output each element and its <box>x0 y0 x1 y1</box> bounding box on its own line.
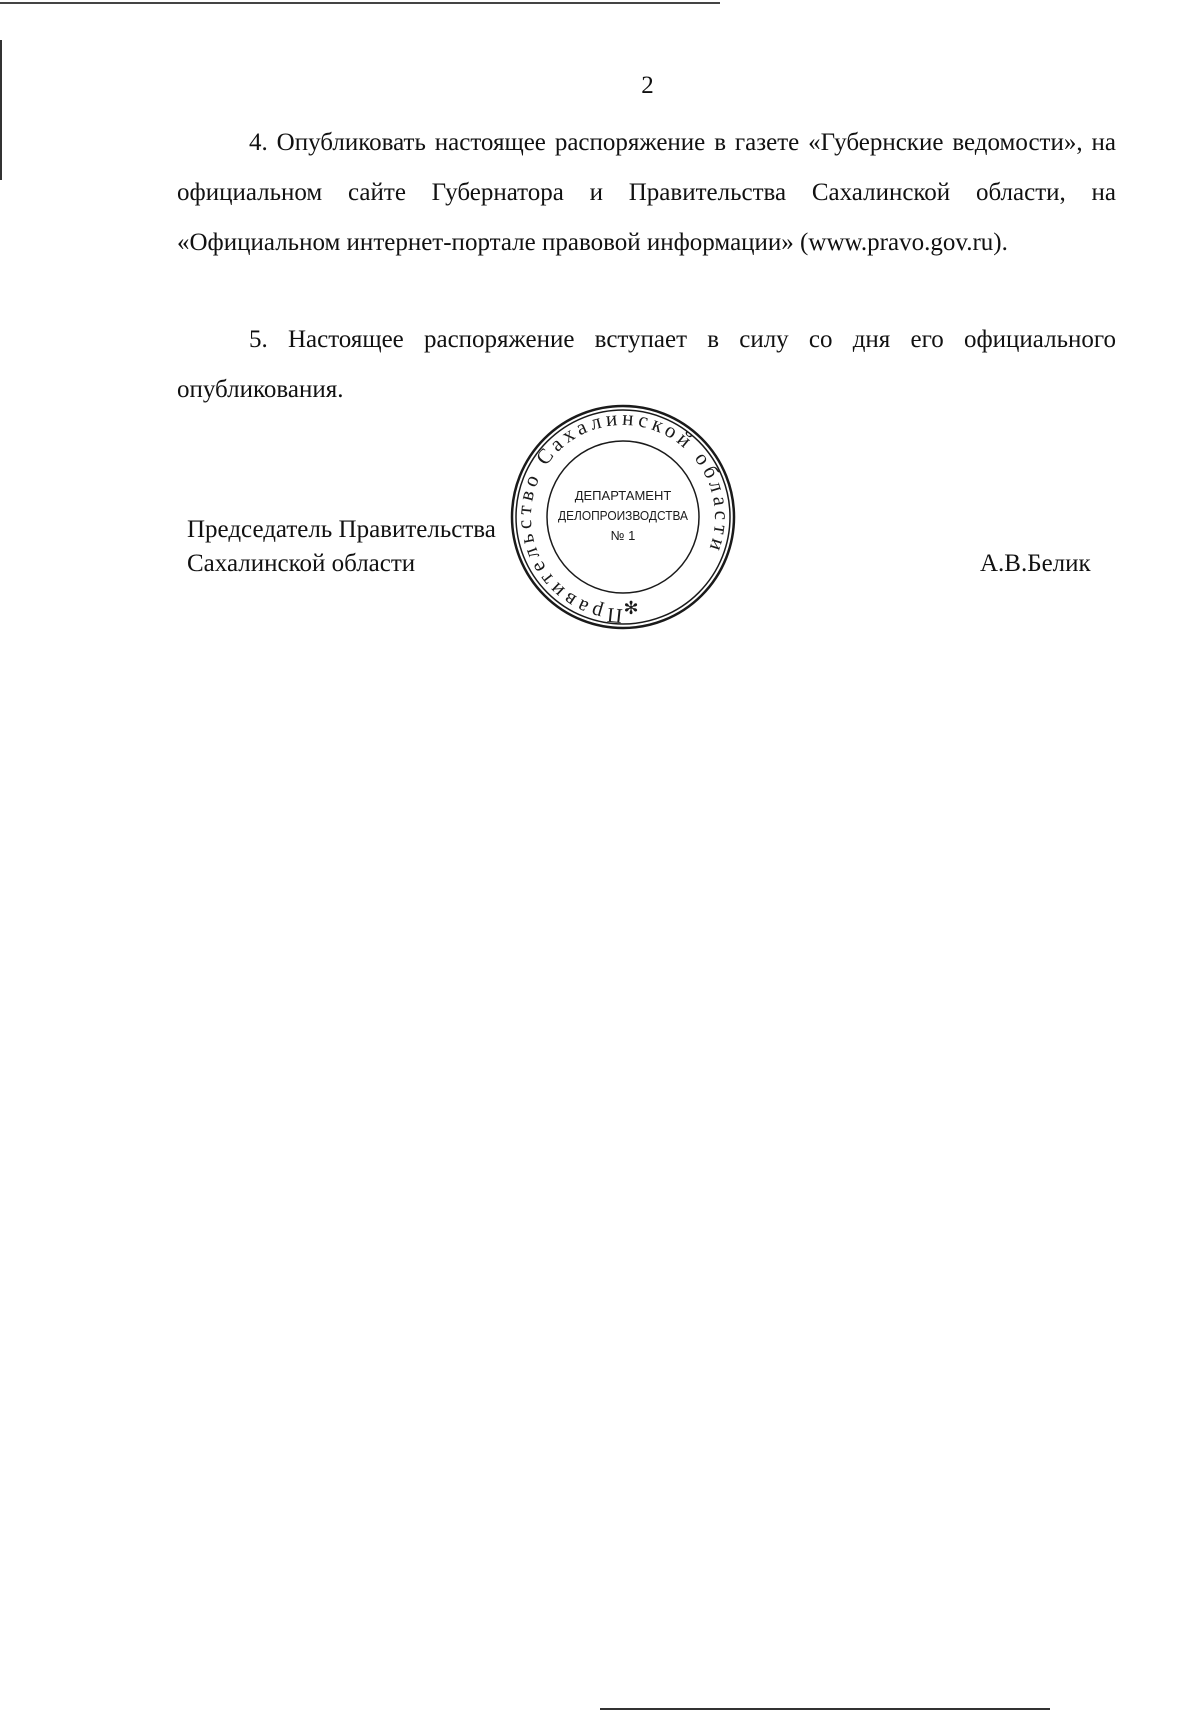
page-number: 2 <box>641 72 654 99</box>
scan-edge-left <box>0 40 2 180</box>
signature-title <box>187 513 496 581</box>
scan-edge-top <box>0 2 720 4</box>
paragraph-text: 4. Опубликовать настоящее распоряжение в газете «Губернские ведомости», на официальном сайте Губернатора и Правительства Сахалинской области, на «Официальном интернет-портале правовой информации» (www.pravo.gov.ru). <box>177 129 1116 256</box>
stamp-line-1: ДЕПАРТАМЕНТ <box>574 488 672 503</box>
official-seal-icon <box>510 404 736 630</box>
signature-title-line-2: Сахалинской области <box>187 550 416 577</box>
stamp-ring-text: Правительство Сахалинской области <box>511 405 735 629</box>
scan-edge-bottom <box>600 1708 1050 1710</box>
stamp-line-3: № 1 <box>610 528 636 543</box>
paragraph-4 <box>177 118 1116 268</box>
stamp-star-icon: ✻ <box>623 598 639 619</box>
signatory-name: А.В.Белик <box>980 550 1091 577</box>
paragraph-5 <box>177 315 1116 415</box>
signature-title-line-1: Председатель Правительства <box>187 516 496 543</box>
paragraph-text: 5. Настоящее распоряжение вступает в силу со дня его официального опубликования. <box>177 326 1116 403</box>
stamp-line-2: ДЕЛОПРОИЗВОДСТВА <box>558 508 689 523</box>
